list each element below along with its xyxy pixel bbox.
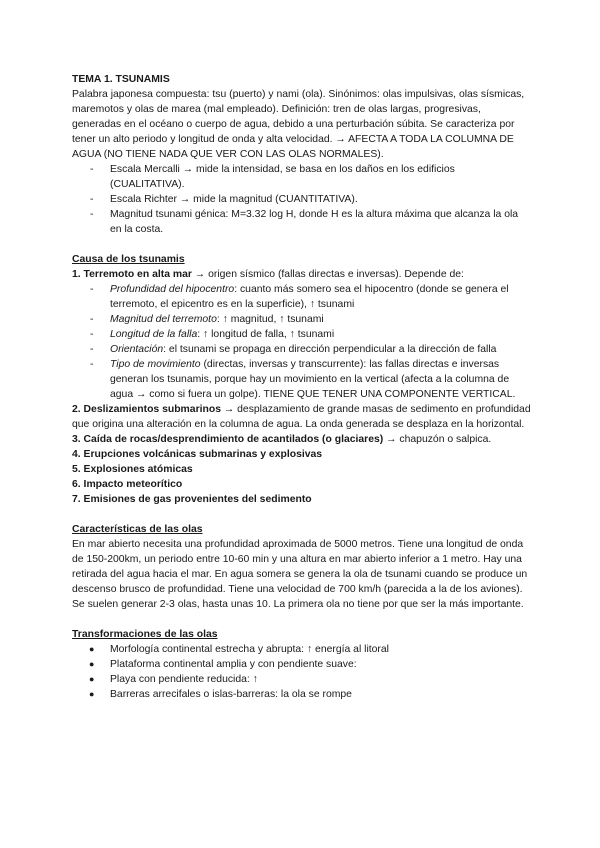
list-item: - Magnitud del terremoto: ↑ magnitud, ↑ tsunami <box>90 314 324 325</box>
list-item: ● Plataforma continental amplia y con pendiente suave: <box>89 659 357 670</box>
dash-marker: - <box>90 194 94 205</box>
dash-marker: - <box>90 164 94 175</box>
bullet-marker: ● <box>89 689 95 699</box>
cause-4: 4. Erupciones volcánicas submarinas y explosivas <box>72 449 323 460</box>
cause-1-list <box>72 282 532 402</box>
intro-list <box>72 162 532 237</box>
bullet-marker: ● <box>89 674 95 684</box>
list-item: - Escala Richter → mide la magnitud (CUANTITATIVA). <box>90 194 358 205</box>
list-item: - Profundidad del hipocentro: cuanto más somero sea el hipocentro (donde se genera el terremoto, el epicentro es en la superficie), ↑ tsunami <box>90 284 509 310</box>
list-item: - Escala Mercalli → mide la intensidad, se basa en los daños en los edificios (CUALITATIVA). <box>90 164 455 190</box>
cause-1: 1. Terremoto en alta mar → origen sísmico (fallas directas e inversas). Depende de: <box>72 269 464 280</box>
cause-2: 2. Deslizamientos submarinos → desplazamiento de grande masas de sedimento en profundidad que origina una alteración en la columna de agua. La onda generada se desplaza en la horizontal. <box>72 404 531 430</box>
dash-marker: - <box>90 314 94 325</box>
dash-marker: - <box>90 284 94 295</box>
section-heading-waves: Características de las olas <box>72 524 203 535</box>
dash-marker: - <box>90 209 94 220</box>
dash-marker: - <box>90 344 94 355</box>
document-body <box>72 72 532 702</box>
list-item: - Longitud de la falla: ↑ longitud de falla, ↑ tsunami <box>90 329 335 340</box>
section-heading-causes: Causa de los tsunamis <box>72 254 185 265</box>
list-item: ● Playa con pendiente reducida: ↑ <box>89 674 258 685</box>
cause-6: 6. Impacto meteorítico <box>72 479 183 490</box>
waves-paragraph: En mar abierto necesita una profundidad aproximada de 5000 metros. Tiene una longitud de onda de 150-200km, un periodo entre 10-60 min y una altura en mar abierto inferior a 1 metro. Hay una retirada del agua hacia el mar. En agua somera se genera la ola de tsunami cuando se produce un descenso brusco de profundidad. Tiene una velocidad de 700 km/h (parecida a la de los aviones). Se suelen generar 2-3 olas, hasta unas 10. La primera ola no tiene por que ser la más importante. <box>72 539 528 610</box>
list-item: - Tipo de movimiento (directas, inversas y transcurrente): las fallas directas e inversas generan los tsunamis, porque hay un movimiento en la vertical (afecta a la columna de agua → como si fuera un golpe). TIENE QUE TENER UNA COMPONENTE VERTICAL. <box>90 359 516 400</box>
page-title: TEMA 1. TSUNAMIS <box>72 74 170 85</box>
section-heading-transforms: Transformaciones de las olas <box>72 629 218 640</box>
intro-paragraph: Palabra japonesa compuesta: tsu (puerto) y nami (ola). Sinónimos: olas impulsivas, olas sísmicas, maremotos y olas de marea (mal empleado). Definición: tren de olas largas, progresivas, generadas en el océano o cuerpo de agua, debido a una perturbación súbita. Se caracteriza por tener un alto periodo y longitud de onda y alta velocidad. → AFECTA A TODA LA COLUMNA DE AGUA (NO TIENE NADA QUE VER CON LAS OLAS NORMALES). <box>72 89 525 160</box>
dash-marker: - <box>90 329 94 340</box>
transforms-list <box>72 642 532 702</box>
bullet-marker: ● <box>89 644 95 654</box>
cause-5: 5. Explosiones atómicas <box>72 464 193 475</box>
list-item: ● Morfología continental estrecha y abrupta: ↑ energía al litoral <box>89 644 389 655</box>
cause-3: 3. Caída de rocas/desprendimiento de acantilados (o glaciares) → chapuzón o salpica. <box>72 434 492 445</box>
list-item: ● Barreras arrecifales o islas-barreras: la ola se rompe <box>89 689 352 700</box>
cause-7: 7. Emisiones de gas provenientes del sedimento <box>72 494 312 505</box>
list-item: - Orientación: el tsunami se propaga en dirección perpendicular a la dirección de falla <box>90 344 497 355</box>
dash-marker: - <box>90 359 94 370</box>
list-item: - Magnitud tsunami génica: M=3.32 log H, donde H es la altura máxima que alcanza la ola en la costa. <box>90 209 519 235</box>
bullet-marker: ● <box>89 659 95 669</box>
